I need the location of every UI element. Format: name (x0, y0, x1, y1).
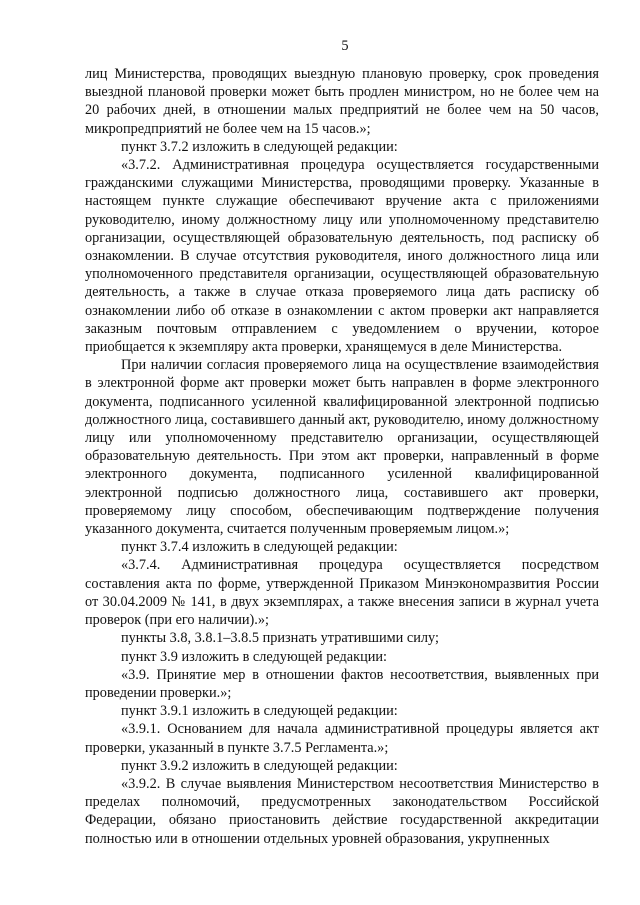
paragraph-amendment-3-9-2-intro: пункт 3.9.2 изложить в следующей редакции: (121, 757, 398, 774)
paragraph-amendment-3-9-1-intro: пункт 3.9.1 изложить в следующей редакции: (121, 703, 398, 720)
document-body (85, 65, 599, 848)
paragraph-amendment-3-7-2-intro: пункт 3.7.2 изложить в следующей редакции: (121, 138, 398, 155)
paragraph-3-9-2: «3.9.2. В случае выявления Министерством несоответствия Министерство в пределах полномочий, предусмотренных законодательством Российской Федерации, обязано приостановить действие государственной аккредитации полностью или в отношении отдельных уровней образования, укрупненных (85, 775, 599, 847)
paragraph-3-9-1: «3.9.1. Основанием для начала административной процедуры является акт проверки, указанный в пункте 3.7.5 Регламента.»; (85, 721, 599, 756)
paragraph-continuation: лиц Министерства, проводящих выездную плановую проверку, срок проведения выездной плановой проверки может быть продлен министром, но не более чем на 20 рабочих дней, в отношении малых предприятий не более чем на 50 часов, микропредприятий не более чем на 15 часов.»; (85, 66, 599, 137)
paragraph-amendment-3-9-intro: пункт 3.9 изложить в следующей редакции: (121, 648, 388, 665)
paragraph-3-9: «3.9. Принятие мер в отношении фактов несоответствия, выявленных при проведении проверки.»; (85, 666, 599, 701)
paragraph-3-8-repealed: пункты 3.8, 3.8.1–3.8.5 признать утратившими силу; (121, 630, 439, 647)
paragraph-electronic-form: При наличии согласия проверяемого лица на осуществление взаимодействия в электронной форме акт проверки может быть направлен в форме электронного документа, подписанного усиленной квалифицированной электронной подписью должностного лица, составившего данный акт, руководителю, иному должностному лицу или уполномоченному представителю организации, осуществляющей образовательную деятельность. При этом акт проверки, направленный в форме электронного документа, подписанного усиленной квалифицированной электронной подписью должностного лица, составившего акт проверки, проверяемому лицу способом, обеспечивающим подтверждение получения указанного документа, считается полученным проверяемым лицом.»; (85, 357, 599, 538)
paragraph-amendment-3-7-4-intro: пункт 3.7.4 изложить в следующей редакции: (121, 539, 398, 556)
paragraph-3-7-4: «3.7.4. Административная процедура осуществляется посредством составления акта по форме, утвержденной Приказом Минэкономразвития России от 30.04.2009 № 141, в двух экземплярах, а также внесения записи в журнал учета проверок (при его наличии).»; (85, 557, 599, 629)
page-number: 5 (341, 38, 349, 54)
paragraph-3-7-2: «3.7.2. Административная процедура осуществляется государственными гражданскими служащими Министерства, проводящими проверку. Указанные в настоящем пункте служащие обеспечивают вручение акта с приложениями руководителю, иному должностному лицу или уполномоченному представителю организации, осуществляющей образовательную деятельность, под расписку об ознакомлении. В случае отсутствия руководителя, иного должностного лица или уполномоченного представителя организации, осуществляющей образовательную деятельность, а также в случае отказа проверяемого лица дать расписку об ознакомлении либо об отказе в ознакомлении с актом проверки акт направляется заказным почтовым отправлением с уведомлением о вручении, которое приобщается к экземпляру акта проверки, хранящемуся в деле Министерства. (85, 157, 599, 356)
